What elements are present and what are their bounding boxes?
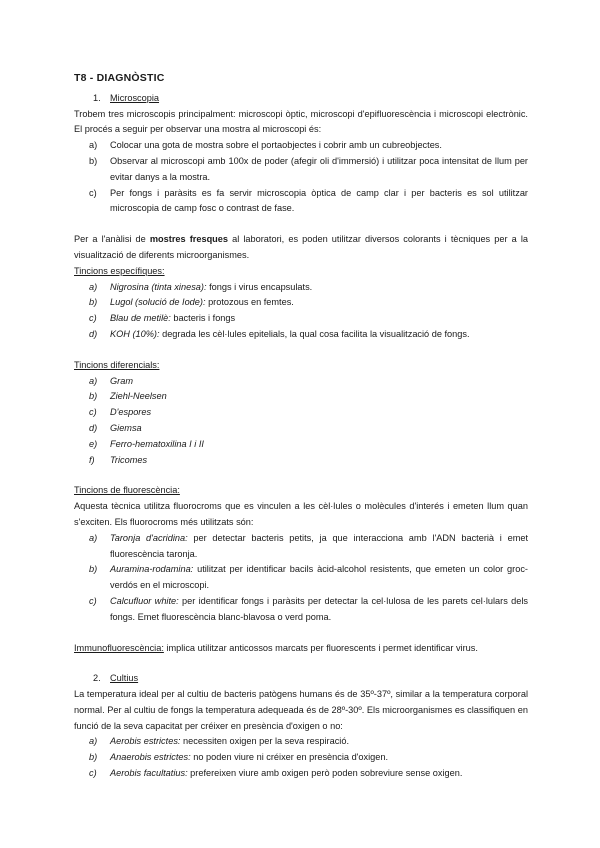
document-page — [74, 71, 528, 782]
list-label: d) — [89, 422, 98, 433]
list-desc: per detectar bacteris petits, ja que interacciona amb l'ADN bacterià i emet fluorescència taronja. — [110, 532, 529, 559]
list-label: d) — [89, 328, 98, 339]
list-term: Ferro-hematoxilina I i II — [110, 438, 204, 449]
list-text: Observar al microscopi amb 100x de poder (afegir oli d'immersió) i utilitzar poca intensitat de llum per evitar danys a la mostra. — [110, 155, 528, 182]
list-term: Calcufluor white: — [110, 595, 179, 606]
section-title: Cultius — [110, 673, 139, 684]
differential-stains-heading: Tincions diferencials: — [74, 359, 160, 370]
list-label: c) — [89, 595, 97, 606]
list-label: a) — [89, 375, 98, 386]
list-desc: degrada les cèl·lules epitelials, la qual cosa facilita la visualització de fongs. — [159, 328, 470, 339]
document-title: T8 - DIAGNÒSTIC — [74, 72, 165, 84]
fluorescence-intro: Aquesta tècnica utilitza fluorocroms que es vinculen a les cèl·lules o molècules d'interés i emeten llum quan s'exciten. Els fluorocroms més utilitzats són: — [74, 501, 528, 527]
list-label: b) — [89, 297, 98, 308]
procedure-list — [74, 138, 528, 217]
list-desc: prefereixen viure amb oxigen però poden sobreviure sense oxigen. — [187, 768, 463, 779]
list-term: Lugol (solució de Iode): — [110, 297, 206, 308]
list-desc: bacteris i fongs — [170, 313, 236, 324]
list-term: D'espores — [110, 407, 152, 418]
specific-stains-heading: Tincions específiques: — [74, 265, 165, 276]
list-term: Tricomes — [110, 454, 148, 465]
immuno-term: Immunofluorescència: — [74, 642, 164, 653]
list-item — [74, 389, 528, 405]
fluorescence-heading: Tincions de fluorescència: — [74, 485, 180, 496]
list-item — [74, 421, 528, 437]
list-label: a) — [89, 281, 98, 292]
fresh-post-text: al laboratori, es poden utilitzar diversos colorants i tècniques per a la visualització de diferents microorganismes. — [74, 234, 528, 260]
list-label: f) — [89, 454, 95, 465]
list-item — [74, 750, 528, 766]
list-term: Gram — [110, 375, 133, 386]
list-label: a) — [89, 532, 98, 543]
list-item — [74, 405, 528, 421]
list-item — [74, 594, 528, 626]
list-item — [74, 374, 528, 390]
immuno-desc: implica utilitzar anticossos marcats per fluorescents i permet identificar virus. — [163, 642, 478, 653]
list-item — [74, 280, 528, 296]
list-label: c) — [89, 768, 97, 779]
list-item — [74, 138, 528, 154]
list-label: c) — [89, 407, 97, 418]
list-label: a) — [89, 140, 98, 151]
list-desc: fongs i virus encapsulats. — [206, 281, 313, 292]
list-desc: no poden viure ni créixer en presència d'oxigen. — [190, 752, 389, 763]
list-label: b) — [89, 155, 98, 166]
list-label: a) — [89, 736, 98, 747]
list-desc: utilitzat per identificar bacils àcid-alcohol resistents, que emeten un color groc-verdós en el microscopi. — [110, 564, 528, 591]
list-item — [74, 186, 528, 218]
cultures-intro: La temperatura ideal per al cultiu de bacteris patògens humans és de 35º-37º, similar a la temperatura corporal normal. Per al cultiu de fongs la temperatura adequeada és de 28º-30º. Els microorganismes es classifiquen en funció de la seva capacitat per créixer en presència d'oxigen o no: — [74, 689, 528, 731]
list-text: Per fongs i paràsits es fa servir microscopia òptica de camp clar i per bacteris es sol utilitzar microscopia de camp fosc o contrast de fase. — [110, 187, 528, 214]
list-term: KOH (10%): — [110, 328, 160, 339]
list-term: Aerobis estrictes: — [110, 736, 181, 747]
list-term: Aerobis facultatius: — [110, 768, 188, 779]
list-desc: protozous en femtes. — [205, 297, 294, 308]
list-item — [74, 437, 528, 453]
section-title: Microscopia — [110, 92, 160, 103]
list-item — [74, 453, 528, 469]
section-heading-cultius — [93, 671, 528, 687]
list-item — [74, 734, 528, 750]
list-term: Auramina-rodamina: — [110, 564, 194, 575]
list-item — [74, 562, 528, 594]
oxygen-types-list — [74, 734, 528, 781]
list-term: Taronja d'acridina: — [110, 532, 188, 543]
section-heading-microscopia — [93, 91, 528, 107]
list-label: c) — [89, 187, 97, 198]
list-label: b) — [89, 752, 98, 763]
list-item — [74, 311, 528, 327]
fresh-pre-text: Per a l'anàlisi de — [74, 234, 150, 245]
list-label: c) — [89, 313, 97, 324]
list-term: Ziehl-Neelsen — [110, 391, 167, 402]
list-label: e) — [89, 438, 98, 449]
fluorochromes-list — [74, 531, 528, 626]
section-number: 1. — [93, 92, 101, 103]
fresh-bold-text: mostres fresques — [149, 234, 229, 245]
list-item — [74, 327, 528, 343]
list-desc: per identificar fongs i paràsits per detectar la cel·lulosa de les parets cel·lulars dels fongs. Emet fluorescència blanc-blavosa o verd poma. — [110, 595, 528, 622]
specific-stains-list — [74, 280, 528, 343]
differential-stains-list — [74, 374, 528, 469]
list-desc: necessiten oxigen per la seva respiració. — [180, 736, 349, 747]
list-label: b) — [89, 564, 98, 575]
list-text: Colocar una gota de mostra sobre el portaobjectes i cobrir amb un cubreobjectes. — [110, 140, 442, 151]
list-item — [74, 154, 528, 186]
immunofluorescence-paragraph — [74, 641, 528, 657]
list-term: Nigrosina (tinta xinesa): — [110, 281, 207, 292]
list-item — [74, 295, 528, 311]
list-item — [74, 531, 528, 563]
list-item — [74, 766, 528, 782]
list-term: Anaerobis estrictes: — [110, 752, 191, 763]
list-term: Blau de metilè: — [110, 313, 171, 324]
list-label: b) — [89, 391, 98, 402]
list-term: Giemsa — [110, 422, 142, 433]
section-number: 2. — [93, 673, 101, 684]
fresh-samples-paragraph — [74, 232, 528, 264]
microscopy-intro: Trobem tres microscopis principalment: microscopi òptic, microscopi d'epifluorescència i microscopi electrònic. El procés a seguir per observar una mostra al microscopi és: — [74, 108, 528, 135]
